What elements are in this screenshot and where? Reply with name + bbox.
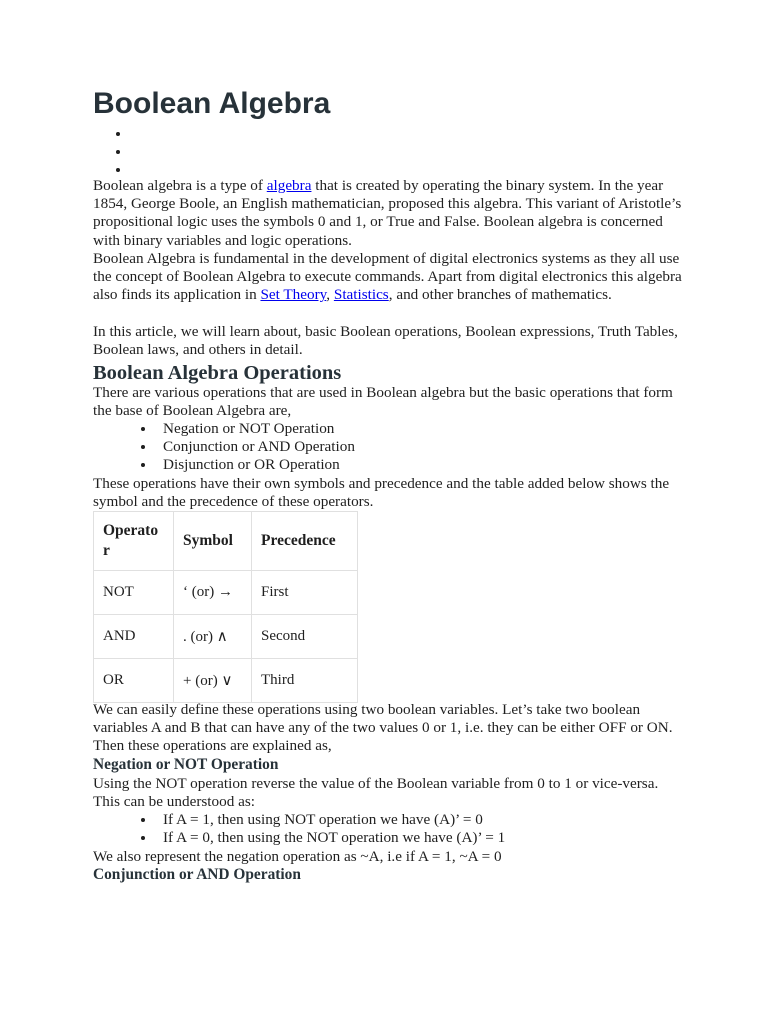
negation-heading: Negation or NOT Operation (93, 756, 279, 773)
list-item: Conjunction or AND Operation (93, 438, 355, 456)
list-item: Negation or NOT Operation (93, 420, 355, 438)
algebra-link[interactable]: algebra (266, 177, 312, 194)
set-theory-link[interactable]: Set Theory (260, 286, 327, 304)
table-cell: First (252, 571, 358, 615)
operations-list (93, 420, 355, 475)
table-cell: . (or) ∧ (174, 615, 252, 659)
intro-paragraph-1: Boolean algebra is a type of algebra that is created by operating the binary system. In the year 1854, George Boole, an English mathematician, proposed this algebra. This variant of Aristotle’s propositional logic uses the symbols 0 and 1, or True and False. Boolean algebra is concerned with binary variables and logic operations. (93, 177, 682, 249)
after-table-paragraph: We can easily define these operations using two boolean variables. Let’s take two boolean variables A and B that can have any of the two values 0 or 1, i.e. they can be either OFF or ON. Then these operations are explained as, (93, 701, 673, 755)
table-row (94, 615, 358, 659)
negation-paragraph-2: We also represent the negation operation as ~A, i.e if A = 1, ~A = 0 (93, 848, 502, 865)
table-row (94, 571, 358, 615)
statistics-link[interactable]: Statistics (333, 286, 389, 304)
operations-paragraph-1: There are various operations that are used in Boolean algebra but the basic operations that form the base of Boolean Algebra are, (93, 384, 673, 420)
operations-heading: Boolean Algebra Operations (93, 362, 342, 384)
table-cell: + (or) ∨ (174, 659, 252, 703)
operators-table (93, 511, 358, 703)
column-header-precedence: Precedence (252, 512, 358, 571)
operations-paragraph-2: These operations have their own symbols and precedence and the table added below shows the symbol and the precedence of these operators. (93, 475, 670, 511)
table-cell: Second (252, 615, 358, 659)
intro-paragraph-2: Boolean Algebra is fundamental in the development of digital electronics systems as they all use the concept of Boolean Algebra to execute commands. Apart from digital electronics this algebra also finds its application in Set Theory, Statistics, and other branches of mathematics. (93, 250, 682, 304)
table-header-row (94, 512, 358, 571)
list-item: If A = 1, then using NOT operation we have (A)’ = 0 (93, 811, 505, 829)
list-item: Disjunction or OR Operation (93, 456, 355, 474)
intro-paragraph-3: In this article, we will learn about, basic Boolean operations, Boolean expressions, Truth Tables, Boolean laws, and others in detail. (93, 323, 678, 359)
negation-paragraph-1: Using the NOT operation reverse the value of the Boolean variable from 0 to 1 or vice-versa. This can be understood as: (93, 775, 659, 811)
table-cell: AND (94, 615, 174, 659)
column-header-symbol: Symbol (174, 512, 252, 571)
negation-list (93, 811, 505, 847)
table-cell: ‘ (or) → (174, 571, 252, 615)
list-item: If A = 0, then using the NOT operation we have (A)’ = 1 (93, 829, 505, 847)
table-cell: OR (94, 659, 174, 703)
table-cell: Third (252, 659, 358, 703)
conjunction-heading: Conjunction or AND Operation (93, 866, 301, 883)
table-cell: NOT (94, 571, 174, 615)
table-row (94, 659, 358, 703)
column-header-operator: Operator (94, 512, 174, 571)
page-title: Boolean Algebra (93, 87, 331, 120)
